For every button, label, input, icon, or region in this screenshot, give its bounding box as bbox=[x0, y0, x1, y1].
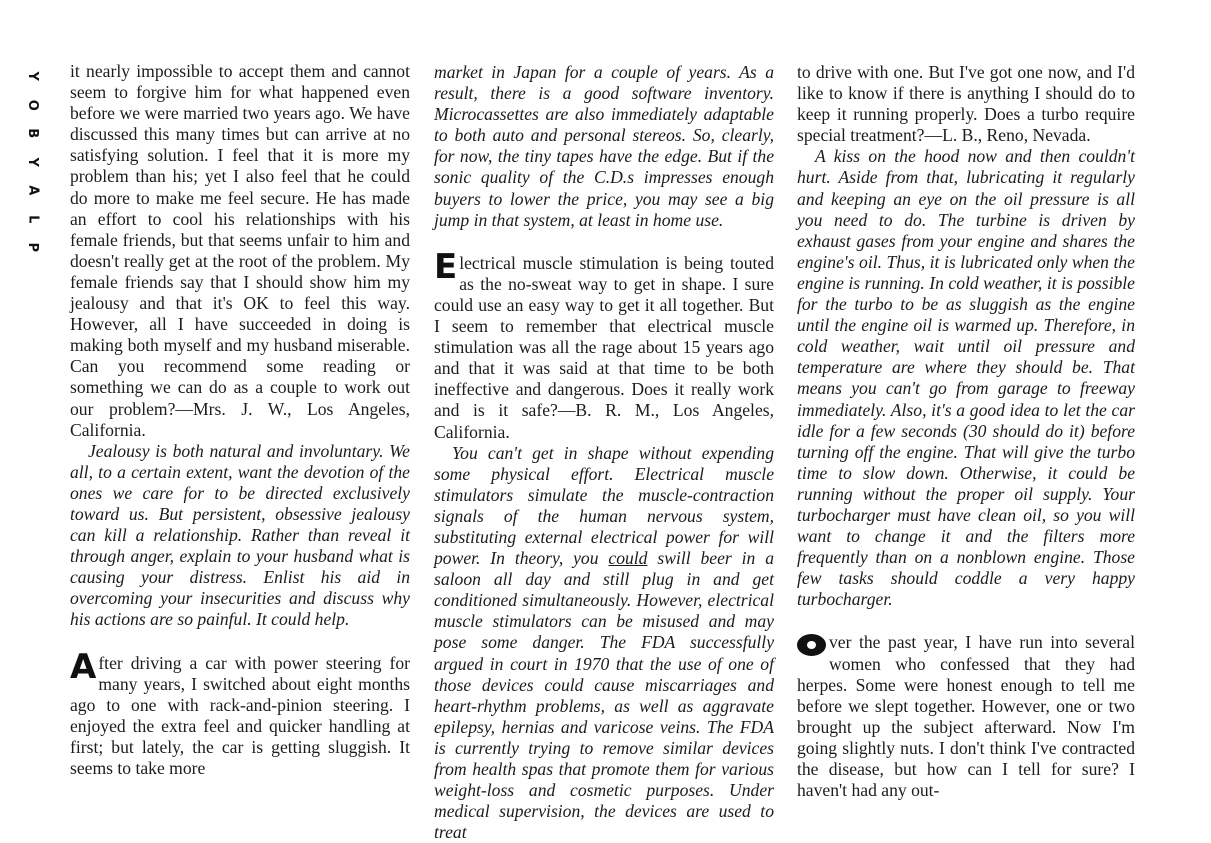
spine-letter: Y bbox=[25, 71, 41, 81]
spine-playboy bbox=[22, 62, 42, 262]
letter-herpes-text: ver the past year, I have run into several women who confessed that they had herpes. Some were honest enough to tell me before we slept together. However, one or two brought up the subject afterward. Now I'm going slightly nuts. I don't think I've contracted the disease, but how can I tell for sure? I haven't had any out- bbox=[797, 632, 1135, 801]
answer-muscle-part1: You can't get in shape without expending some physical effort. Electrical muscle stimulators simulate the muscle-contraction signals of the human nervous system, substituting external electrical power for will power. In theory, you bbox=[434, 442, 774, 569]
drop-cap-o-icon bbox=[797, 634, 826, 656]
drop-cap-letter: E bbox=[434, 246, 458, 287]
spine-letter: A bbox=[25, 185, 41, 196]
letter-muscle-text: lectrical muscle stimulation is being touted as the no-sweat way to get in shape. I sure could use an easy way to get it all together. But I seem to remember that electrical muscle stimulation was all the rage about 15 years ago and that it was said at that time to be both ineffective and dangerous. Does it really work and is it safe?—B. R. M., Los Angeles, California. bbox=[434, 252, 774, 442]
letter-jealousy-question: it nearly impossible to accept them and cannot seem to forgive him for what happened even before we were married two years ago. We have discussed this many times but can arrive at no satisfying solution. I feel that it is more my problem than his; yet I also feel that he could do more to make me feel secure. He has made an effort to cool his relationships with his female friends, but that seems unfair to him and doesn't really get at the root of the problem. My female friends say that I should show him my jealousy and that it's OK to feel this way. However, all I have succeeded in doing is making both myself and my husband miserable. Can you recommend some reading or something we can do as a couple to work out our problem?—Mrs. J. W., Los Angeles, California. bbox=[70, 61, 410, 440]
answer-turbo: A kiss on the hood now and then couldn't hurt. Aside from that, lubricating it regularly and keeping an eye on the oil pressure is all you need to do. The turbine is driven by exhaust gases from your engine and shares the engine's oil. Thus, it is lubricated only when the engine is running. In cold weather, it is possible for the turbo to be as sluggish as the engine until the engine oil is warmed up. Therefore, in cold weather, wait until oil pressure and temperature are where they should be. That means you can't go from garage to freeway immediately. Also, it's a good idea to let the car idle for a few seconds (30 should do it) before turning off the engine. That will give the turbo time to slow down. Otherwise, it could be running without the proper oil supply. Your turbocharger must have clean oil, so you will want to change it and the filters more frequently than on a nonblown engine. Those few tasks should coddle a very happy turbocharger. bbox=[797, 146, 1135, 610]
spine-letter: P bbox=[25, 242, 41, 253]
letter-turbo-question-continued: to drive with one. But I've got one now, and I'd like to know if there is anything I should do to keep it running properly. Does a turbo require special treatment?—L. B., Reno, Nevada. bbox=[797, 62, 1135, 146]
spine-letter: B bbox=[25, 128, 41, 139]
drop-cap-letter: A bbox=[70, 646, 97, 687]
answer-jealousy: Jealousy is both natural and involuntary. We all, to a certain extent, want the devotion of the ones we care for to be directed exclusively toward us. But persistent, obsessive jealousy can kill a relationship. Rather than reveal it through anger, explain to your husband what is causing your distress. Enlist his aid in overcoming your insecurities and discuss why his actions are so painful. It could help. bbox=[70, 440, 410, 630]
section-gap bbox=[70, 631, 410, 653]
answer-muscle-part2: swill beer in a saloon all day and still plug in and get conditioned simultaneously. However, electrical muscle stimulators can be misused and may pose some danger. The FDA successfully argued in court in 1970 that the use of one of those devices could cause miscarriages and heart-rhythm problems, as well as aggravate epilepsy, hernias and varicose veins. The FDA is currently trying to remove similar devices from health spas that promote them for various weight-loss and cosmetic purposes. Under medical supervision, the devices are used to treat bbox=[434, 548, 774, 843]
column-middle bbox=[434, 62, 774, 843]
section-gap bbox=[797, 610, 1135, 632]
letter-turbo-question bbox=[70, 646, 410, 780]
spine-letter: L bbox=[25, 214, 41, 223]
column-left bbox=[70, 61, 410, 779]
spine-letter: O bbox=[25, 99, 41, 111]
section-gap bbox=[434, 231, 774, 253]
answer-muscle-underlined: could bbox=[608, 548, 648, 569]
spine-letter: Y bbox=[25, 157, 41, 167]
answer-muscle bbox=[434, 443, 774, 843]
column-right bbox=[797, 62, 1135, 801]
letter-turbo-text: fter driving a car with power steering for many years, I switched about eight months ago to one with rack-and-pinion steering. I enjoyed the extra feel and quicker handling at first; but lately, the car is getting sluggish. It seems to take more bbox=[70, 652, 410, 778]
letter-herpes-question bbox=[797, 632, 1135, 801]
answer-tapes-continued: market in Japan for a couple of years. As a result, there is a good software inventory. Microcassettes are also immediately adaptable to both auto and personal stereos. So, clearly, for now, the tiny tapes have the edge. But if the sonic quality of the C.D.s impresses enough buyers to lower the price, you may see a big jump in that system, at least in home use. bbox=[434, 62, 774, 230]
letter-muscle-question bbox=[434, 246, 774, 443]
